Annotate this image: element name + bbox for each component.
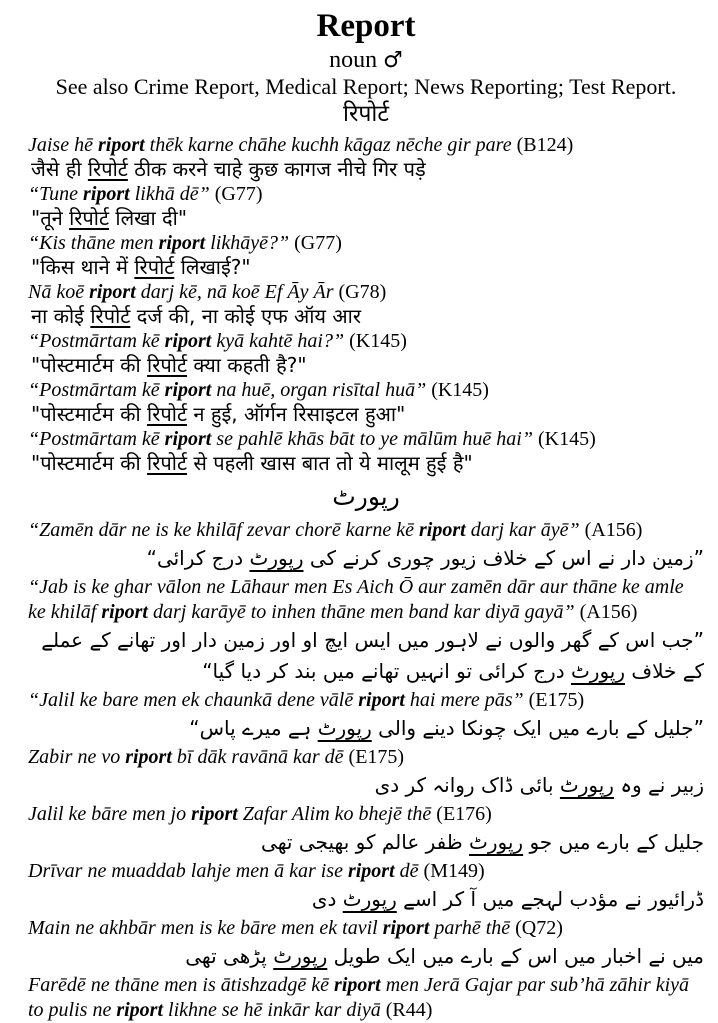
source-reference: (G77) — [214, 183, 263, 205]
source-reference: (R44) — [385, 999, 433, 1021]
urdu-example-entry — [28, 688, 704, 744]
page-title: Report — [316, 8, 416, 44]
hindi-example-entry — [28, 133, 704, 182]
example-translation-urdu: ”زمین دار نے اس کے خلاف زیور چوری کرنے کی رپورٹ درج کرائی“ — [146, 546, 704, 570]
urdu-entries — [28, 518, 704, 1023]
hindi-section — [28, 99, 704, 476]
example-translation-urdu: ”جلیل کے بارے میں ایک چونکا دینے والی رپورٹ ہے میرے پاس“ — [189, 716, 704, 740]
part-of-speech-line — [28, 46, 704, 75]
urdu-example-entry — [28, 575, 704, 687]
keyword-riport: riport — [164, 330, 212, 352]
keyword-riport: riport — [164, 379, 212, 401]
example-translation-urdu: میں نے اخبار میں اس کے بارے میں ایک طویل رپورٹ پڑھی تھی — [185, 944, 704, 968]
keyword-riport: riport — [116, 999, 164, 1021]
hindi-example-entry — [28, 329, 704, 378]
hindi-example-entry — [28, 427, 704, 476]
source-reference: (M149) — [423, 860, 485, 882]
example-translation-hindi: ना कोई रिपोर्ट दर्ज की, ना कोई एफ ऑय आर — [31, 304, 362, 328]
keyword-riport: riport — [158, 232, 206, 254]
urdu-example-entry — [28, 745, 704, 801]
keyword-riport: riport — [358, 689, 405, 711]
part-of-speech: noun — [329, 47, 378, 73]
source-reference: (B124) — [516, 134, 574, 156]
keyword-riport: riport — [382, 917, 430, 939]
keyword-riport: रिपोर्ट — [147, 353, 188, 377]
example-transliteration: “Jalil ke bare men ek chaunkā dene vālē riport hai mere pās” (E175) — [28, 689, 585, 711]
see-also-line: See also Crime Report, Medical Report; News Reporting; Test Report. — [55, 74, 677, 99]
keyword-riport: riport — [83, 183, 130, 205]
example-translation-urdu: ”جب اس کے گھر والوں نے لاہور میں ایس ایچ او اور زمین دار اور تھانے کے عملے کے خلاف رپورٹ درج کرائی تو انہیں تھانے میں بند کر دیا گیا“ — [41, 628, 704, 683]
male-gender-icon: ♂ — [383, 48, 403, 73]
example-transliteration: “Postmārtam kē riport se pahlē khās bāt to ye mālūm huē hai” (K145) — [28, 428, 596, 450]
example-transliteration: Zabir ne vo riport bī dāk ravānā kar dē (E175) — [28, 746, 405, 768]
keyword-riport: riport — [101, 601, 148, 623]
hindi-example-entry — [28, 280, 704, 329]
example-transliteration: “Zamēn dār ne is ke khilāf zevar chorē karne kē riport darj kar āyē” (A156) — [28, 519, 643, 541]
keyword-riport: رپورٹ — [570, 659, 626, 683]
hindi-example-entry — [28, 182, 704, 231]
source-reference: (Q72) — [515, 917, 563, 939]
hindi-entries — [28, 133, 704, 476]
keyword-riport: riport — [89, 281, 136, 303]
keyword-riport: رپورٹ — [469, 830, 524, 854]
keyword-riport: رپورٹ — [273, 944, 328, 968]
keyword-riport: रिपोर्ट — [90, 304, 131, 328]
example-transliteration: Main ne akhbār men is ke bāre men ek tavil riport parhē thē (Q72) — [28, 917, 563, 939]
source-reference: (G78) — [338, 281, 387, 303]
urdu-headword: رپورٹ — [332, 482, 400, 511]
keyword-riport: रिपोर्ट — [147, 451, 188, 475]
example-translation-hindi: "पोस्टमार्टम की रिपोर्ट न हुई, ऑर्गन रिसाइटल हुआ" — [31, 402, 406, 426]
keyword-riport: रिपोर्ट — [147, 402, 188, 426]
source-reference: (E175) — [348, 746, 405, 768]
example-translation-hindi: "तूने रिपोर्ट लिखा दी" — [31, 206, 188, 230]
source-reference: (K145) — [431, 379, 489, 401]
keyword-riport: riport — [419, 519, 466, 541]
example-transliteration: Drīvar ne muaddab lahje men ā kar ise riport dē (M149) — [28, 860, 485, 882]
keyword-riport: رپورٹ — [559, 773, 614, 797]
keyword-riport: riport — [164, 428, 212, 450]
keyword-riport: رپورٹ — [317, 716, 372, 740]
example-transliteration: “Kis thāne men riport likhāyē?” (G77) — [28, 232, 342, 254]
keyword-riport: riport — [125, 746, 172, 768]
urdu-example-entry — [28, 973, 704, 1023]
example-transliteration: Jaise hē riport thēk karne chāhe kuchh kāgaz nēche gir pare (B124) — [28, 134, 574, 156]
example-transliteration: “Jab is ke ghar vālon ne Lāhaur men Es Aich Ō aur zamēn dār aur thāne ke amle ke khilāf riport darj karāyē to inhen thāne men band kar diyā gayā” (A156) — [28, 576, 684, 623]
example-translation-hindi: "पोस्टमार्टम की रिपोर्ट से पहली खास बात तो ये मालूम हुई है" — [31, 451, 473, 475]
hindi-example-entry — [28, 378, 704, 427]
source-reference: (K145) — [349, 330, 407, 352]
hindi-headword: रिपोर्ट — [343, 101, 389, 127]
keyword-riport: riport — [334, 974, 381, 996]
source-reference: (A156) — [579, 601, 638, 623]
example-transliteration: “Postmārtam kē riport kyā kahtē hai?” (K145) — [28, 330, 407, 352]
keyword-riport: रिपोर्ट — [134, 255, 175, 279]
example-translation-hindi: "किस थाने में रिपोर्ट लिखाई?" — [31, 255, 251, 279]
hindi-example-entry — [28, 231, 704, 280]
source-reference: (G77) — [294, 232, 342, 254]
keyword-riport: riport — [97, 134, 145, 156]
keyword-riport: رپورٹ — [249, 546, 304, 570]
source-reference: (E175) — [528, 689, 585, 711]
example-transliteration: “Postmārtam kē riport na huē, organ risītal huā” (K145) — [28, 379, 489, 401]
example-translation-urdu: زبیر نے وہ رپورٹ بائی ڈاک روانہ کر دی — [374, 773, 704, 797]
example-translation-hindi: जैसे ही रिपोर्ट ठीक करने चाहे कुछ कागज नीचे गिर पड़े — [31, 157, 426, 181]
urdu-example-entry — [28, 518, 704, 574]
source-reference: (E176) — [436, 803, 492, 825]
keyword-riport: रिपोर्ट — [69, 206, 110, 230]
example-transliteration: “Tune riport likhā dē” (G77) — [28, 183, 263, 205]
example-transliteration: Nā koē riport darj kē, nā koē Ef Āy Ār (G78) — [28, 281, 387, 303]
example-transliteration: Jalil ke bāre men jo riport Zafar Alim ko bhejē thē (E176) — [28, 803, 492, 825]
example-translation-urdu: جلیل کے بارے میں جو رپورٹ ظفر عالم کو بھیجی تھی — [261, 830, 704, 854]
keyword-riport: رپورٹ — [342, 887, 397, 911]
example-transliteration: Farēdē ne thāne men is ātishzadgē kē riport men Jerā Gajar par sub’hā zāhir kiyā to pulis ne riport likhne se hē inkār kar diyā (R44) — [28, 974, 690, 1021]
urdu-example-entry — [28, 802, 704, 858]
keyword-riport: riport — [347, 860, 395, 882]
example-translation-urdu: ڈرائیور نے مؤدب لہجے میں آ کر اسے رپورٹ دی — [311, 887, 704, 911]
source-reference: (A156) — [584, 519, 643, 541]
urdu-example-entry — [28, 859, 704, 915]
source-reference: (K145) — [537, 428, 596, 450]
keyword-riport: रिपोर्ट — [87, 157, 128, 181]
urdu-section — [28, 482, 704, 1023]
example-translation-hindi: "पोस्टमार्टम की रिपोर्ट क्या कहती है?" — [31, 353, 307, 377]
urdu-example-entry — [28, 916, 704, 972]
keyword-riport: riport — [191, 803, 238, 825]
